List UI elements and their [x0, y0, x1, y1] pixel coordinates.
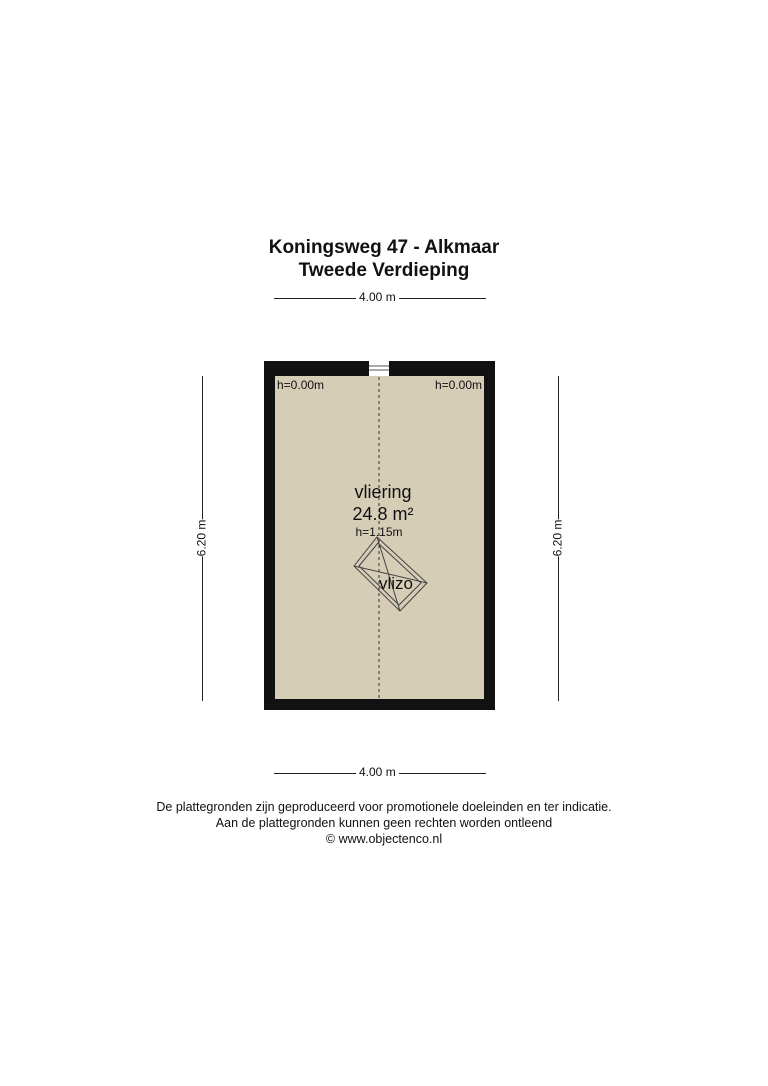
- plan-title-address: Koningsweg 47 - Alkmaar: [268, 237, 500, 258]
- plan-title-floor: Tweede Verdieping: [298, 260, 470, 281]
- dimension-bottom-label: 4.00 m: [356, 765, 399, 779]
- copyright-link[interactable]: © www.objectenco.nl: [325, 832, 443, 846]
- dimension-right-label: 6.20 m: [550, 519, 565, 557]
- dimension-top-label: 4.00 m: [356, 290, 399, 304]
- attic-hatch-label: vlizo: [378, 574, 414, 593]
- room-area: 24.8 m²: [352, 504, 414, 524]
- disclaimer-line-2: Aan de plattegronden kunnen geen rechten worden ontleend: [215, 816, 553, 830]
- room-height: h=1.15m: [355, 525, 403, 539]
- corner-height-left: h=0.00m: [277, 378, 325, 392]
- dimension-left-label: 6.20 m: [194, 519, 209, 557]
- window-opening: [369, 361, 389, 376]
- room-name: vliering: [354, 482, 412, 502]
- corner-height-right: h=0.00m: [434, 378, 482, 392]
- disclaimer-line-1: De plattegronden zijn geproduceerd voor promotionele doeleinden en ter indicatie.: [156, 800, 612, 814]
